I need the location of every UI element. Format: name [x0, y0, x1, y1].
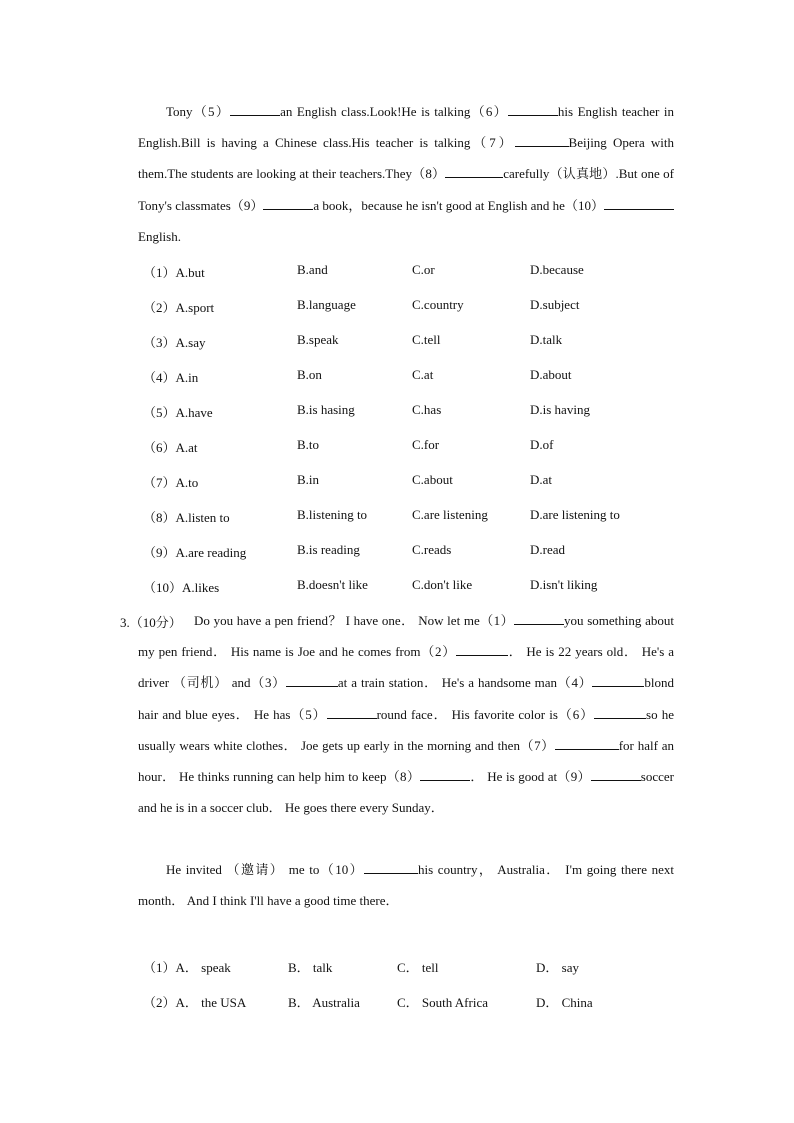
passage-segment: a book，because he isn't good at English and he（10）: [313, 197, 605, 213]
answer-blank: [591, 768, 641, 781]
option-a[interactable]: （4）A.in: [143, 370, 199, 385]
option-row: [143, 957, 703, 977]
option-row: [143, 297, 703, 317]
answer-blank: [592, 674, 644, 687]
option-b[interactable]: B． talk: [288, 960, 333, 975]
option-a[interactable]: （1）A． speak: [143, 960, 231, 975]
answer-blank: [263, 197, 313, 210]
option-c[interactable]: C.at: [412, 367, 434, 382]
passage-segment: Do you have a pen friend？ I have one． Now let me（1）: [194, 613, 515, 628]
option-d[interactable]: D． China: [536, 995, 593, 1010]
option-b[interactable]: B.speak: [297, 332, 339, 347]
passage-segment: He invited （邀请） me to（10）: [166, 862, 364, 877]
passage-segment: so he usually wears white clothes． Joe gets up early in the morning and then（7）: [138, 706, 674, 753]
option-d[interactable]: D.is having: [530, 402, 590, 417]
option-a[interactable]: （9）A.are reading: [143, 545, 247, 560]
passage-segment: his English teacher in English.Bill is having a Chinese class.His teacher is talking（7）: [138, 104, 674, 151]
option-c[interactable]: C.or: [412, 262, 435, 277]
question-number: 3.: [120, 615, 130, 630]
option-c[interactable]: C.don't like: [412, 577, 473, 592]
passage-segment: ． He is good at（9）: [470, 769, 591, 785]
option-a[interactable]: （1）A.but: [143, 265, 205, 280]
option-b[interactable]: B.to: [297, 437, 320, 452]
option-b[interactable]: B.language: [297, 297, 356, 312]
option-a[interactable]: （5）A.have: [143, 405, 213, 420]
answer-blank: [514, 612, 564, 625]
passage-segment: blond hair and blue eyes． He has（5）: [138, 675, 675, 722]
answer-blank: [604, 197, 674, 210]
option-a[interactable]: （8）A.listen to: [143, 510, 230, 525]
answer-blank: [445, 165, 503, 178]
option-b[interactable]: B.and: [297, 262, 328, 277]
option-c[interactable]: C.are listening: [412, 507, 488, 522]
option-row: [143, 577, 703, 597]
option-row: [143, 262, 703, 282]
option-c[interactable]: C.for: [412, 437, 440, 452]
passage-segment: carefully（认真地）.But one of Tony's classmates（9）: [138, 166, 675, 213]
option-c[interactable]: C.tell: [412, 332, 441, 347]
option-row: [143, 402, 703, 422]
option-a[interactable]: （3）A.say: [143, 335, 206, 350]
passage-segment: you something about my pen friend． His name is Joe and he comes from（2）: [138, 613, 674, 660]
answer-blank: [515, 134, 569, 147]
answer-blank: [286, 674, 338, 687]
passage-segment: his country， Australia． I'm going there next month． And I think I'll have a good time there．: [138, 862, 674, 909]
passage-segment: round face． His favorite color is（6）: [376, 706, 595, 722]
option-c[interactable]: C.about: [412, 472, 453, 487]
question-score: （10分）: [129, 615, 182, 630]
answer-blank: [230, 103, 280, 116]
option-c[interactable]: C.has: [412, 402, 442, 417]
option-row: [143, 542, 703, 562]
answer-blank: [555, 737, 619, 750]
option-b[interactable]: B.listening to: [297, 507, 368, 522]
option-c[interactable]: C． tell: [397, 960, 439, 975]
option-d[interactable]: D.are listening to: [530, 507, 620, 522]
option-c[interactable]: C． South Africa: [397, 995, 488, 1010]
option-row: [143, 472, 703, 492]
passage-2-text: [138, 96, 674, 252]
answer-blank: [594, 706, 646, 719]
option-d[interactable]: D.at: [530, 472, 553, 487]
option-b[interactable]: B.doesn't like: [297, 577, 368, 592]
option-row: [143, 992, 703, 1012]
option-row: [143, 437, 703, 457]
answer-blank: [420, 768, 470, 781]
option-a[interactable]: （2）A． the USA: [143, 995, 247, 1010]
option-a[interactable]: （10）A.likes: [143, 580, 220, 595]
answer-blank: [364, 861, 418, 874]
passage-segment: Beijing Opera with them.The students are looking at their teachers.They（8）: [138, 135, 675, 182]
option-d[interactable]: D.of: [530, 437, 554, 452]
option-a[interactable]: （2）A.sport: [143, 300, 215, 315]
option-row: [143, 507, 703, 527]
option-row: [143, 367, 703, 387]
answer-blank: [456, 643, 508, 656]
option-b[interactable]: B.is hasing: [297, 402, 355, 417]
passage-segment: Tony（5）: [166, 104, 231, 119]
option-a[interactable]: （6）A.at: [143, 440, 198, 455]
answer-blank: [508, 103, 558, 116]
passage-segment: English.: [138, 228, 181, 244]
option-b[interactable]: B.on: [297, 367, 322, 382]
option-d[interactable]: D.because: [530, 262, 584, 277]
answer-blank: [327, 706, 377, 719]
passage-segment: ． He is 22 years old． He's a driver （司机） and（3）: [138, 644, 675, 691]
option-d[interactable]: D． say: [536, 960, 579, 975]
passage-segment: at a train station． He's a handsome man（4）: [337, 675, 593, 691]
option-d[interactable]: D.talk: [530, 332, 563, 347]
option-d[interactable]: D.read: [530, 542, 566, 557]
option-b[interactable]: B． Australia: [288, 995, 360, 1010]
passage-3-second-paragraph: [138, 854, 674, 916]
option-c[interactable]: C.reads: [412, 542, 452, 557]
option-a[interactable]: （7）A.to: [143, 475, 199, 490]
option-b[interactable]: B.in: [297, 472, 320, 487]
passage-segment: an English class.Look!He is talking（6）: [280, 104, 508, 119]
passage-3-text: [138, 605, 674, 823]
option-d[interactable]: D.subject: [530, 297, 580, 312]
option-d[interactable]: D.isn't liking: [530, 577, 598, 592]
option-c[interactable]: C.country: [412, 297, 464, 312]
option-row: [143, 332, 703, 352]
passage-segment: soccer and he is in a soccer club． He goes there every Sunday．: [138, 769, 674, 816]
option-d[interactable]: D.about: [530, 367, 572, 382]
option-b[interactable]: B.is reading: [297, 542, 360, 557]
passage-segment: for half an hour． He thinks running can help him to keep（8）: [138, 737, 674, 785]
